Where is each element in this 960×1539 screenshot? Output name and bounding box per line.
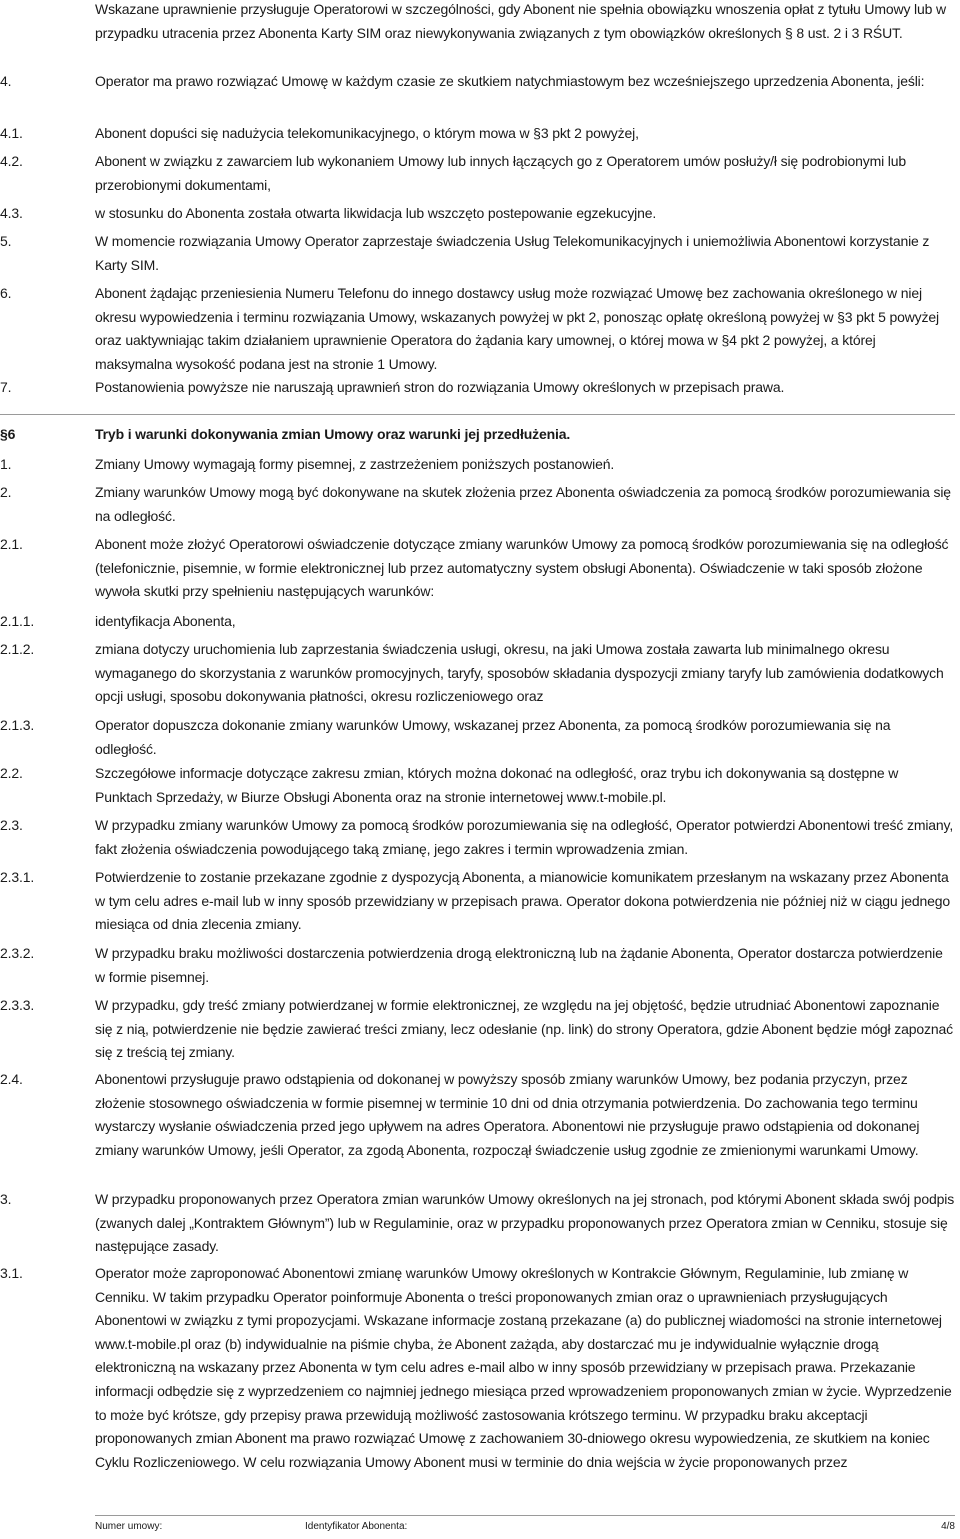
clause-number: 2.3.2.	[0, 945, 35, 961]
clause-number: 1.	[0, 456, 12, 472]
clause	[0, 282, 955, 376]
section-divider	[0, 414, 955, 415]
section-heading	[0, 423, 955, 447]
clause-text: zmiana dotyczy uruchomienia lub zaprzestania świadczenia usługi, okresu, na jaki Umowa została zawarta lub minimalnego okresu wymaganego do skorzystania z warunków promocyjnych, taryfy, sposobów składania dyspozycji zmiany taryfy lub zamówienia dodatkowych opcji usługi, sposobu dokonywania płatności, okresu rozliczeniowego oraz	[95, 641, 944, 705]
clause-number: 2.	[0, 484, 12, 500]
clause-text: W przypadku braku możliwości dostarczenia potwierdzenia drogą elektroniczną lub na żądanie Abonenta, Operator dostarcza potwierdzenie w formie pisemnej.	[95, 945, 943, 985]
clause-text: Operator dopuszcza dokonanie zmiany warunków Umowy, wskazanej przez Abonenta, za pomocą środków porozumiewania się na odległość.	[95, 717, 891, 757]
clause-text: W przypadku, gdy treść zmiany potwierdzanej w formie elektronicznej, ze względu na jej objętość, będzie utrudniać Abonentowi zapoznanie się z nią, potwierdzenie nie będzie zawierać treści zmiany, lecz odesłanie (np. link) do strony Operatora, gdzie Abonent będzie mógł zapoznać się z treścią tej zmiany.	[95, 997, 953, 1061]
clause	[0, 150, 955, 197]
clause-text: W przypadku proponowanych przez Operatora zmian warunków Umowy określonych na jej stronach, pod którymi Abonent składa swój podpis (zwanych dalej „Kontraktem Głównym”) lub w Regulaminie, oraz w przypadku proponowanych przez Operatora zmian w Cenniku, stosuje się następujące zasady.	[95, 1191, 955, 1255]
clause-text: Abonentowi przysługuje prawo odstąpienia od dokonanej w powyższy sposób zmiany warunków Umowy, bez podania przyczyn, przez złożenie stosownego oświadczenia w formie pisemnej w terminie 10 dni od dnia otrzymania potwierdzenia. Do zachowania tego terminu wystarczy wysłanie oświadczenia przed jego upływem na adres Operatora. Abonentowi nie przysługuje prawo odstąpienia od dokonanej zmiany warunków Umowy, jeśli Operator, za zgodą Abonenta, rozpoczął świadczenie usług zgodnie ze zmienionymi warunkami Umowy.	[95, 1071, 920, 1158]
clause-number: 2.3.	[0, 817, 23, 833]
footer-divider	[95, 1515, 955, 1516]
clause-number: 4.3.	[0, 205, 23, 221]
clause	[0, 714, 955, 761]
clause-number: 2.1.1.	[0, 613, 35, 629]
clause-text: Abonent może złożyć Operatorowi oświadczenie dotyczące zmiany warunków Umowy za pomocą środków porozumiewania się na odległość (telefonicznie, pisemnie, w formie elektronicznej lub przez automatyczny system obsługi Abonenta). Oświadczenie w taki sposób złożone wywoła skutki przy spełnieniu następujących warunków:	[95, 536, 949, 600]
clause-text: Abonent dopuści się nadużycia telekomunikacyjnego, o którym mowa w §3 pkt 2 powyżej,	[95, 125, 639, 141]
clause-text: Postanowienia powyższe nie naruszają uprawnień stron do rozwiązania Umowy określonych w przepisach prawa.	[95, 379, 785, 395]
subscriber-id-label: Identyfikator Abonenta:	[305, 1521, 408, 1532]
clause	[0, 994, 955, 1065]
clause-number: 4.1.	[0, 125, 23, 141]
clause	[0, 638, 955, 709]
clause-number: 7.	[0, 379, 12, 395]
clause-text: Potwierdzenie to zostanie przekazane zgodnie z dyspozycją Abonenta, a mianowicie komunikatem przesłanym na wskazany przez Abonenta w tym celu adres e-mail lub w inny sposób przewidziany w przepisach prawa. Operator dokona potwierdzenia nie później niż w ciągu jednego miesiąca od dnia zlecenia zmiany.	[95, 869, 951, 933]
page-number: 4/8	[941, 1521, 955, 1532]
clause-text: Szczegółowe informacje dotyczące zakresu zmian, których można dokonać na odległość, oraz trybu ich dokonywania są dostępne w Punktach Sprzedaży, w Biurze Obsługi Abonenta oraz na stronie internetowej www.t-mobile.pl.	[95, 765, 899, 805]
clause-text: identyfikacja Abonenta,	[95, 613, 236, 629]
clause-number: 4.2.	[0, 153, 23, 169]
clause	[0, 814, 955, 861]
clause-number: 2.4.	[0, 1071, 23, 1087]
clause-number: 2.1.2.	[0, 641, 35, 657]
clause	[0, 481, 955, 528]
clause-number: 4.	[0, 73, 12, 89]
clause	[0, 942, 955, 989]
clause-number: 5.	[0, 233, 12, 249]
clause-number: 2.1.	[0, 536, 23, 552]
clause	[0, 202, 955, 226]
clause	[0, 533, 955, 604]
clause	[0, 1068, 955, 1162]
section-title: Tryb i warunki dokonywania zmian Umowy oraz warunki jej przedłużenia.	[95, 426, 571, 442]
clause-number: 3.1.	[0, 1265, 23, 1281]
clause	[0, 1188, 955, 1259]
clause-text: Wskazane uprawnienie przysługuje Operatorowi w szczególności, gdy Abonent nie spełnia obowiązku wnoszenia opłat z tytułu Umowy lub w przypadku utracenia przez Abonenta Karty SIM oraz niewykonywania związanych z tym obowiązków określonych § 8 ust. 2 i 3 RŚUT.	[95, 1, 946, 41]
clause-text: Operator ma prawo rozwiązać Umowę w każdym czasie ze skutkiem natychmiastowym bez wcześniejszego uprzedzenia Abonenta, jeśli:	[95, 73, 925, 89]
clause	[0, 230, 955, 277]
clause-text: Zmiany Umowy wymagają formy pisemnej, z zastrzeżeniem poniższych postanowień.	[95, 456, 615, 472]
clause	[0, 70, 955, 94]
clause	[0, 453, 955, 477]
clause-number: 2.3.1.	[0, 869, 35, 885]
clause	[0, 1262, 955, 1474]
clause	[0, 376, 955, 400]
clause-number: 2.2.	[0, 765, 23, 781]
clause-number: 6.	[0, 285, 12, 301]
clause-text: Abonent żądając przeniesienia Numeru Telefonu do innego dostawcy usług może rozwiązać Umowę bez zachowania określonego w niej okresu wypowiedzenia i terminu rozwiązania Umowy, wskazanych powyżej w pkt 2, ponosząc opłatę określoną powyżej w §3 pkt 5 powyżej oraz uaktywniając takim działaniem uprawnienie Operatora do żądania kary umownej, o której mowa w §4 pkt 2 powyżej, a której maksymalna wysokość podana jest na stronie 1 Umowy.	[95, 285, 939, 372]
clause	[0, 0, 955, 45]
clause-text: Abonent w związku z zawarciem lub wykonaniem Umowy lub innych łączących go z Operatorem umów posłuży/ł się podrobionymi lub przerobionymi dokumentami,	[95, 153, 907, 193]
clause	[0, 122, 955, 146]
section-number: §6	[0, 426, 16, 442]
clause-number: 2.1.3.	[0, 717, 35, 733]
clause-text: W przypadku zmiany warunków Umowy za pomocą środków porozumiewania się na odległość, Operator potwierdzi Abonentowi treść zmiany, fakt złożenia oświadczenia powodującego taką zmianę, jego zakres i termin wprowadzenia zmian.	[95, 817, 954, 857]
clause-text: W momencie rozwiązania Umowy Operator zaprzestaje świadczenia Usług Telekomunikacyjnych i uniemożliwia Abonentowi korzystanie z Karty SIM.	[95, 233, 930, 273]
clause-text: w stosunku do Abonenta została otwarta likwidacja lub wszczęto postepowanie egzekucyjne.	[95, 205, 657, 221]
clause	[0, 762, 955, 809]
clause	[0, 610, 955, 634]
contract-number-label: Numer umowy:	[95, 1521, 163, 1532]
clause-number: 2.3.3.	[0, 997, 35, 1013]
clause	[0, 866, 955, 937]
clause-text: Zmiany warunków Umowy mogą być dokonywane na skutek złożenia przez Abonenta oświadczenia za pomocą środków porozumiewania się na odległość.	[95, 484, 951, 524]
clause-text: Operator może zaproponować Abonentowi zmianę warunków Umowy określonych w Kontrakcie Głównym, Regulaminie, lub zmianę w Cenniku. W takim przypadku Operator poinformuje Abonenta o treści proponowanych zmian oraz o uprawnieniach przysługujących Abonentowi w związku z tymi propozycjami. Wskazane informacje zostaną przekazane (a) do publicznej wiadomości na stronie internetowej www.t-mobile.pl oraz (b) indywidualnie na piśmie chyba, że Abonent zażąda, aby dostarczać mu je indywidualnie wyłącznie drogą elektroniczną na wskazany przez Abonenta w tym celu adres e-mail albo w inny sposób przewidziany w przepisach prawa. Przekazanie informacji odbędzie się z wyprzedzeniem co najmniej jednego miesiąca przed wprowadzeniem proponowanych zmian w życie. Wyprzedzenie to może być krótsze, gdy przepisy prawa przewidują możliwość zastosowania krótszego terminu. W przypadku braku akceptacji proponowanych zmian Abonent ma prawo rozwiązać Umowę z zachowaniem 30-dniowego okresu wypowiedzenia, ze skutkiem na koniec Cyklu Rozliczeniowego. W celu rozwiązania Umowy Abonent musi w terminie do dnia wejścia w życie proponowanych przez	[95, 1265, 952, 1470]
clause-number: 3.	[0, 1191, 12, 1207]
